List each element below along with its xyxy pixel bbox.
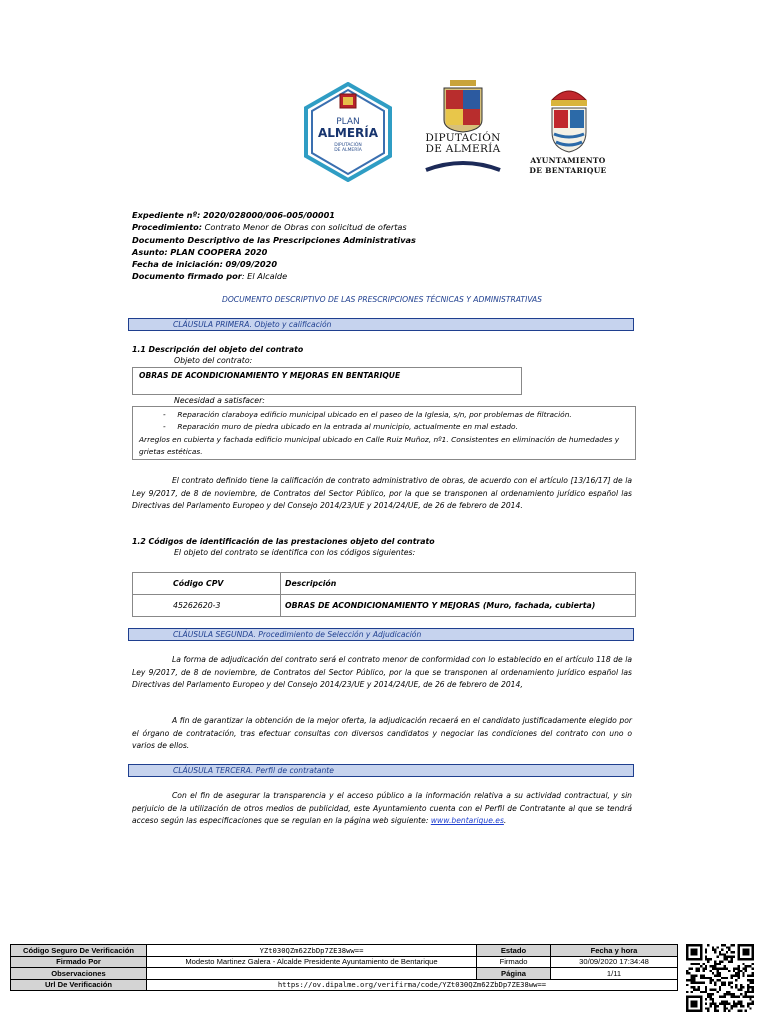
fecha-label: Fecha de iniciación: (132, 259, 223, 270)
table-row (133, 595, 636, 617)
section-1-1-title: 1.1 Descripción del objeto del contrato (132, 345, 304, 354)
clausula-segunda-heading: CLÁUSULA SEGUNDA. Procedimiento de Selección y Adjudicación (128, 628, 634, 641)
firmado-label: Documento firmado por (132, 271, 242, 282)
csv-value: YZt030QZm62ZbDp7ZE38ww== (147, 945, 477, 957)
plan-almeria-logo (300, 82, 396, 182)
plan-logo-line1: PLAN (336, 117, 360, 127)
table-header-row (133, 573, 636, 595)
necesidad-extra: Arreglos en cubierta y fachada edificio municipal ubicado en Calle Ruiz Muñoz, nº1. Consistentes en eliminación de humedades y grietas estéticas. (139, 434, 620, 457)
clausula-segunda-paragraph-2: A fin de garantizar la obtención de la mejor oferta, la adjudicación recaerá en el candidato justificadamente elegido por el órgano de contratación, tras efectuar consultas con diversos candidatos y negociar las condiciones del contrato con uno o varios de ellos. (132, 716, 632, 751)
footer-row-observaciones (11, 968, 678, 980)
estado-label: Estado (477, 945, 551, 957)
signature-footer-table (10, 944, 678, 991)
objeto-value: OBRAS DE ACONDICIONAMIENTO Y MEJORAS EN BENTARIQUE (139, 371, 401, 380)
clausula-segunda-paragraph-1: La forma de adjudicación del contrato será el contrato menor de conformidad con lo establecido en el artículo 118 de la Ley 9/2017, de 8 de noviembre, de Contratos del Sector Público, por la que se transponen al ordenamiento jurídico español las Directivas del Parlamento Europeo y del Consejo 2014/23/UE y 2014/24/UE, de 26 de febrero de 2014, (132, 655, 632, 690)
asunto-label: Asunto: (132, 246, 168, 257)
clausula-primera-heading: CLÁUSULA PRIMERA. Objeto y calificación (128, 318, 634, 331)
firmado-por-label: Firmado Por (11, 956, 147, 968)
section-1-2-title: 1.2 Códigos de identificación de las prestaciones objeto del contrato (132, 537, 435, 546)
expediente-label: Expediente nº: (132, 210, 201, 220)
footer-row-url (11, 979, 678, 991)
necesidad-item-2: - Reparación muro de piedra ubicado en la entrada al municipio, actualmente en mal estado. (163, 422, 518, 432)
fecha-value: 09/09/2020 (225, 259, 278, 270)
document-header (132, 209, 416, 283)
necesidad-item-1-text: Reparación claraboya edificio municipal ubicado en el paseo de la Iglesia, s/n, por problemas de filtración. (177, 410, 572, 419)
asunto-line (132, 246, 416, 258)
necesidad-label: Necesidad a satisfacer: (174, 396, 265, 405)
procedimiento-line (132, 221, 416, 233)
documento-value: Documento Descriptivo de las Prescripciones Administrativas (132, 234, 416, 245)
clausula-primera-paragraph: El contrato definido tiene la calificación de contrato administrativo de obras, de acuerdo con el artículo [13/16/17] de la Ley 9/2017, de 8 de noviembre, de Contratos del Sector Público, por la que se transponen al ordenamiento jurídico español las Directivas del Parlamento Europeo y del Consejo 2014/23/UE y 2014/24/UE, de 26 de febrero de 2014. (132, 476, 632, 511)
document-title: DOCUMENTO DESCRIPTIVO DE LAS PRESCRIPCIONES TÉCNICAS Y ADMINISTRATIVAS (221, 295, 543, 304)
url-label: Url De Verificación (11, 979, 147, 991)
section-1-2-text: El objeto del contrato se identifica con los códigos siguientes: (174, 548, 416, 557)
documento-line (132, 234, 416, 246)
diputacion-caption-line2: DE ALMERÍA (425, 143, 501, 155)
cpv-header-code: Código CPV (133, 573, 281, 595)
diputacion-almeria-logo (420, 80, 506, 174)
bentarique-website-link[interactable]: www.bentarique.es (430, 816, 504, 826)
observaciones-label: Observaciones (11, 968, 147, 980)
necesidad-box (132, 406, 636, 460)
clausula-tercera-heading: CLÁUSULA TERCERA. Perfil de contratante (128, 764, 634, 777)
plan-logo-line2: ALMERÍA (317, 126, 379, 140)
cpv-table (132, 572, 636, 617)
ayuntamiento-caption (518, 156, 618, 176)
objeto-label: Objeto del contrato: (174, 356, 253, 365)
clausula-tercera-tail: . (503, 816, 507, 826)
necesidad-item-1: - Reparación claraboya edificio municipal ubicado en el paseo de la Iglesia, s/n, por problemas de filtración. (163, 410, 572, 419)
cpv-desc-cell: OBRAS DE ACONDICIONAMIENTO Y MEJORAS (Muro, fachada, cubierta) (281, 595, 636, 617)
plan-logo-line4: DE ALMERÍA (334, 148, 362, 153)
firmado-por-value: Modesto Martinez Galera - Alcalde Presidente Ayuntamiento de Bentarique (147, 956, 477, 968)
procedimiento-value: Contrato Menor de Obras con solicitud de ofertas (204, 222, 407, 233)
qr-code-icon (686, 944, 754, 1012)
expediente-line (132, 209, 416, 221)
clausula-tercera-paragraph (132, 790, 632, 828)
firmado-line (132, 270, 416, 282)
verification-url[interactable]: https://ov.dipalme.org/verifirma/code/YZt030QZm62ZbDp7ZE38ww== (147, 979, 678, 991)
cpv-header-desc: Descripción (281, 573, 636, 595)
objeto-box (132, 367, 522, 395)
necesidad-item-2-text: Reparación muro de piedra ubicado en la entrada al municipio, actualmente en mal estado. (177, 422, 518, 432)
asunto-value: PLAN COOPERA 2020 (170, 246, 268, 257)
procedimiento-label: Procedimiento: (132, 222, 203, 233)
plan-logo-line3: DIPUTACIÓN (334, 143, 362, 148)
expediente-value: 2020/028000/006-005/00001 (202, 210, 335, 220)
diputacion-caption (418, 133, 508, 155)
pagina-label: Página (477, 968, 551, 980)
fecha-hora-value: 30/09/2020 17:34:48 (551, 956, 678, 968)
csv-label: Código Seguro De Verificación (11, 945, 147, 957)
diputacion-caption-line1: DIPUTACIÓN (425, 132, 501, 144)
cpv-code-cell: 45262620-3 (133, 595, 281, 617)
fecha-line (132, 258, 416, 270)
ayuntamiento-caption-line1: AYUNTAMIENTO (530, 156, 606, 165)
firmado-value: : El Alcalde (241, 271, 288, 282)
pagina-value: 1/11 (551, 968, 678, 980)
footer-row-firmado (11, 956, 678, 968)
observaciones-value (147, 968, 477, 980)
ayuntamiento-caption-line2: DE BENTARIQUE (529, 166, 607, 175)
fecha-hora-label: Fecha y hora (551, 945, 678, 957)
estado-value: Firmado (477, 956, 551, 968)
footer-row-csv (11, 945, 678, 957)
clausula-tercera-text: Con el fin de asegurar la transparencia y el acceso público a la información relativa a su actividad contractual, y sin perjuicio de la utilización de otros medios de publicidad, este Ayuntamiento cuenta con el Perfil de Contratante al que se tendrá acceso según las especificaciones que se regulan en la página web siguiente: (132, 791, 632, 826)
